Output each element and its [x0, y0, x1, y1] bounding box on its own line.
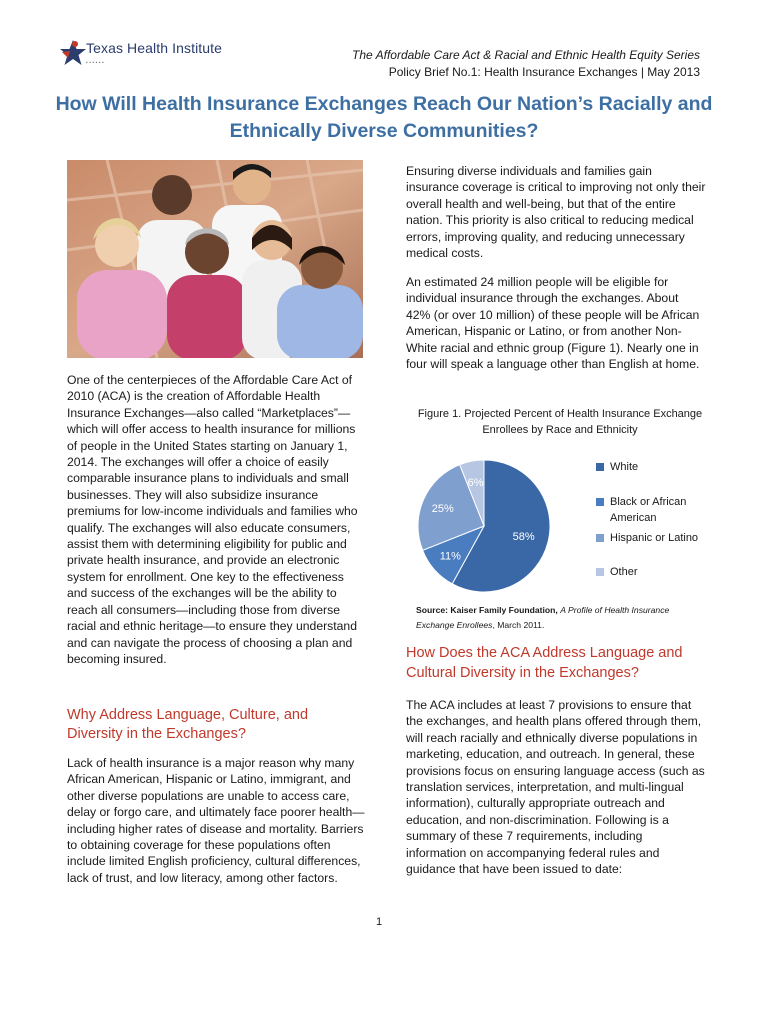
page-title: How Will Health Insurance Exchanges Reach Our Nation’s Racially and Ethnically Diverse Communities? — [55, 93, 713, 142]
logo-name: Texas Health Institute — [86, 40, 223, 56]
legend-swatch-white — [596, 463, 604, 471]
series-title: The Affordable Care Act & Racial and Ethnic Health Equity Series — [352, 48, 700, 62]
source-label: Source: Kaiser Family Foundation, — [416, 605, 561, 615]
source-date: , March 2011. — [492, 619, 545, 630]
legend-swatch-other — [596, 568, 604, 576]
page-number: 1 — [376, 916, 383, 928]
pie-label-black-african-american: 11% — [439, 550, 461, 563]
policy-brief-line: Policy Brief No.1: Health Insurance Exchanges | May 2013 — [388, 65, 700, 79]
legend-swatch-black-african-american — [596, 498, 604, 506]
legend-label-white: White — [610, 461, 639, 473]
legend-label-black-african-american: Black or African American — [610, 496, 687, 524]
logo-tagline: • • • • • • — [86, 60, 104, 65]
legend-label-hispanic-latino: Hispanic or Latino — [610, 532, 699, 544]
figure-source — [416, 603, 706, 632]
ensuring-diverse-paragraph: Ensuring diverse individuals and families gain insurance coverage is critical to improving not only their overall health and well-being, but that of the entire nation. This priority is also critical to reducing medical errors, improving quality, and reducing unnecessary medical costs. — [406, 164, 706, 261]
why-address-paragraph: Lack of health insurance is a major reason why many African American, Hispanic or Latino, immigrant, and other diverse populations are unable to access care, delay or forgo care, and ultimately face poorer health—including higher rates of disease and mortality. Barriers to obtaining coverage for these populations often include limited English proficiency, cultural differences, lack of trust, and low literacy, among other factors. — [67, 756, 365, 885]
series-header — [352, 47, 700, 81]
texas-health-institute-logo — [58, 36, 233, 76]
estimated-eligible-paragraph: An estimated 24 million people will be eligible for individual insurance through the exchanges. About 42% (or over 10 million) of these people will be African American, Hispanic or Latino, or from another Non-White racial and ethnic group (Figure 1). Nearly one in four will speak a language other than English at home. — [406, 275, 700, 372]
intro-paragraph: One of the centerpieces of the Affordable Care Act of 2010 (ACA) is the creation of Affordable Health Insurance Exchanges—also called “Marketplaces”—which will offer access to health insurance for millions of people in the United States starting on January 1, 2014. The exchanges will offer a choice of easily comparable insurance plans to individuals and small businesses. They will also subsidize insurance premiums for low-income individuals and families who qualify. The exchanges will also educate consumers, assist them with determining eligibility for public and private health insurance, and provide an electronic system for enrollment. One key to the effectiveness and success of the exchanges will be the ability to reach all consumers—including those from diverse racial and ethnic heritage—to ensure they understand and can navigate the process of choosing a plan and becoming insured. — [67, 373, 358, 666]
pie-label-other: 6% — [467, 476, 484, 489]
figure-title: Figure 1. Projected Percent of Health Insurance Exchange Enrollees by Race and Ethnicity — [417, 408, 703, 436]
legend-swatch-hispanic-latino — [596, 534, 604, 542]
aca-provisions-paragraph: The ACA includes at least 7 provisions to ensure that the exchanges, and health plans offered through them, will reach racially and ethnically diverse populations in marketing, education, and outreach. In general, these provisions focus on ensuring language access (such as translation services, interpretation, and multi-lingual information), culturally appropriate outreach and education, and non-discrimination. Following is a summary of these 7 requirements, including information on accompanying federal rules and guidance that have been issued to date: — [406, 698, 705, 877]
source-title: A Profile of Health Insurance Exchange Enrollees — [416, 605, 670, 630]
legend-label-other: Other — [610, 566, 638, 578]
section-heading-aca-address: How Does the ACA Address Language and Cultural Diversity in the Exchanges? — [406, 645, 683, 681]
health-workers-photo — [67, 160, 363, 358]
section-heading-why-address: Why Address Language, Culture, and Diversity in the Exchanges? — [67, 707, 309, 742]
star-logo-icon — [58, 38, 88, 68]
pie-label-white: 58% — [512, 531, 535, 544]
pie-chart — [406, 446, 716, 602]
pie-label-hispanic-latino: 25% — [431, 503, 454, 516]
